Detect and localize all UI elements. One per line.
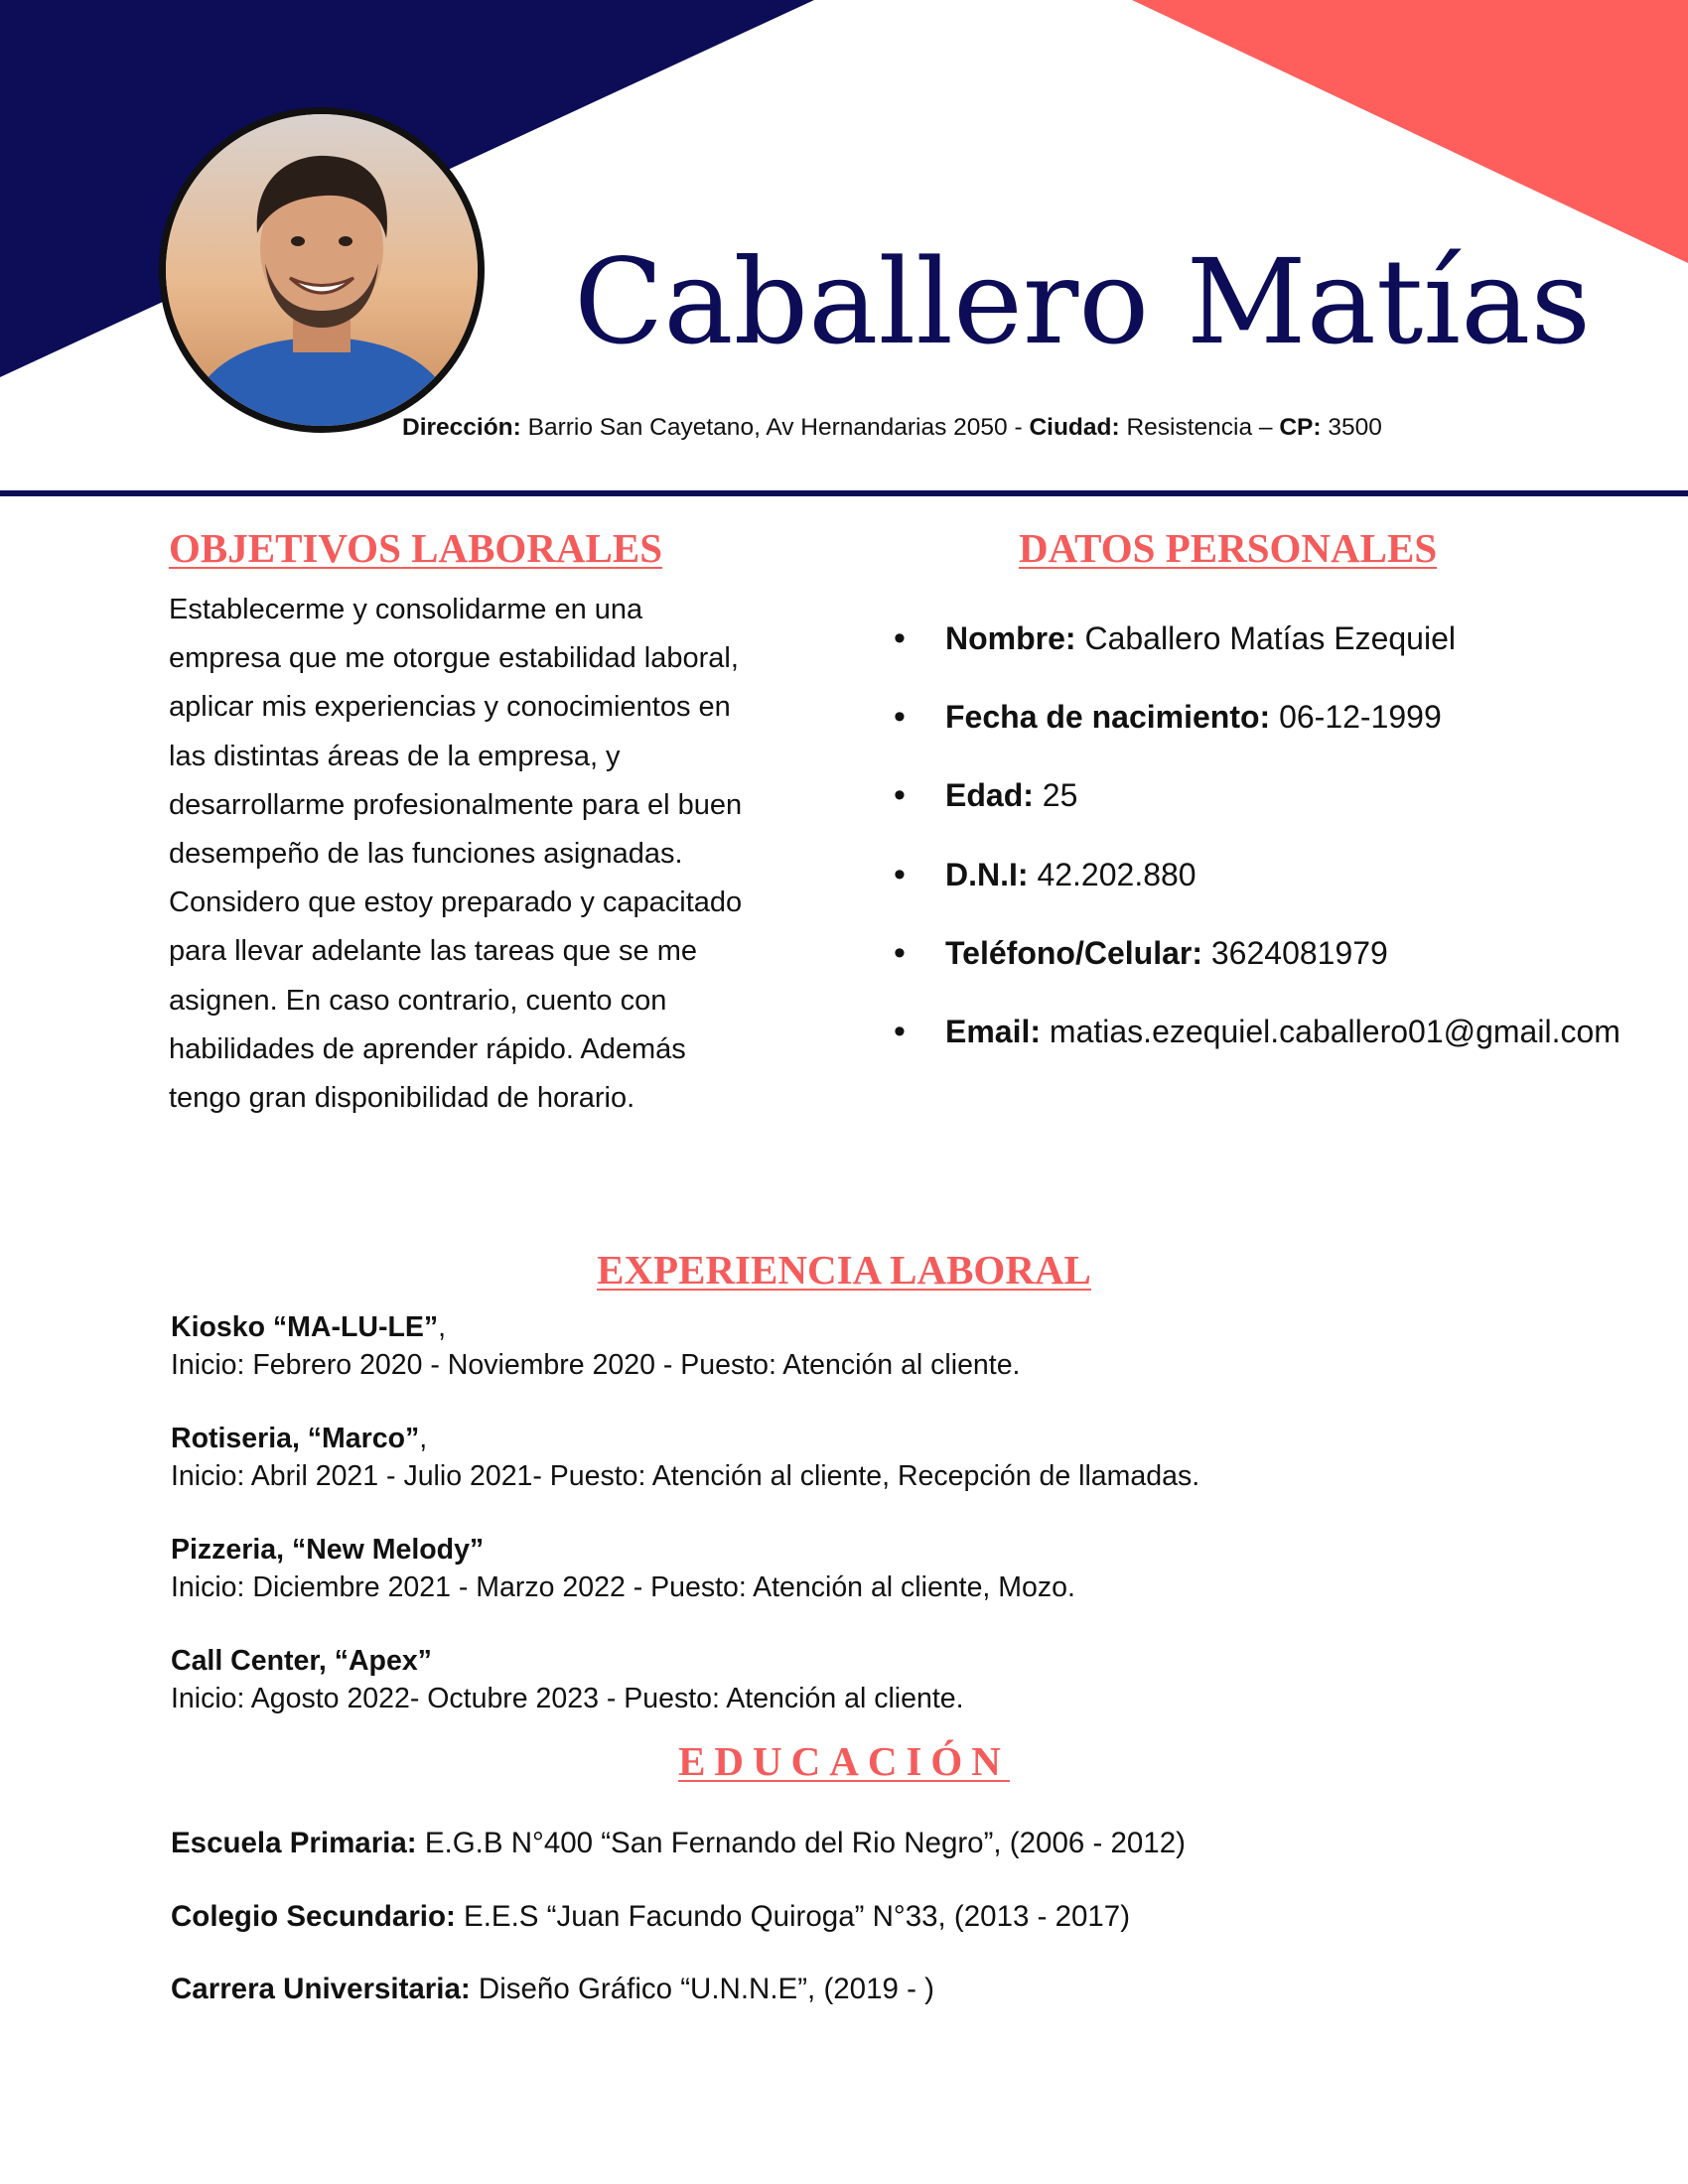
experience-title-word-2: LABORAL <box>890 1247 1091 1293</box>
personal-title-word-1: DATOS <box>1019 525 1156 571</box>
education-label: Carrera Universitaria: <box>171 1973 471 2005</box>
address-value: Barrio San Cayetano, Av Hernandarias 2050 - <box>527 414 1023 441</box>
item-value: Caballero Matías Ezequiel <box>1084 620 1456 656</box>
education-value: Diseño Gráfico “U.N.N.E”, (2019 - ) <box>478 1973 934 2005</box>
job-entry <box>171 1420 1611 1495</box>
education-item <box>171 1970 1611 2043</box>
personal-item-age <box>894 771 1678 850</box>
item-label: Teléfono/Celular: <box>945 934 1202 971</box>
experience-list <box>171 1308 1611 1753</box>
personal-data-list <box>894 614 1678 1086</box>
job-entry <box>171 1642 1611 1717</box>
job-detail: Inicio: Abril 2021 - Julio 2021- Puesto: Atención al cliente, Recepción de llamadas. <box>171 1460 1200 1492</box>
candidate-name: Caballero Matías <box>574 233 1592 370</box>
item-value: 3624081979 <box>1210 934 1388 971</box>
personal-title-word-2: PERSONALES <box>1165 525 1438 571</box>
city-label: Ciudad: <box>1029 414 1120 441</box>
cp-label: CP: <box>1279 414 1322 441</box>
item-label: D.N.I: <box>945 856 1029 892</box>
item-label: Nombre: <box>945 620 1076 656</box>
education-item <box>171 1897 1611 1971</box>
personal-item-dni <box>894 851 1678 929</box>
job-entry <box>171 1308 1611 1384</box>
item-value: matias.ezequiel.caballero01@gmail.com <box>1049 1013 1620 1049</box>
education-label: Escuela Primaria: <box>171 1827 417 1859</box>
personal-item-phone <box>894 929 1678 1008</box>
objectives-title <box>169 524 662 572</box>
job-name-suffix: , <box>419 1423 428 1454</box>
education-title: EDUCACIÓN <box>678 1738 1010 1784</box>
experience-title-word-1: EXPERIENCIA <box>597 1247 880 1293</box>
cp-value: 3500 <box>1328 414 1382 441</box>
experience-title <box>0 1246 1688 1294</box>
personal-item-email <box>894 1008 1678 1086</box>
header-divider <box>0 490 1688 496</box>
item-label: Edad: <box>945 777 1034 814</box>
item-value: 42.202.880 <box>1037 856 1196 892</box>
objectives-title-word-1: OBJETIVOS <box>169 525 401 571</box>
education-item <box>171 1824 1611 1897</box>
profile-photo <box>159 107 485 433</box>
city-value: Resistencia – <box>1126 414 1273 441</box>
job-name-suffix: , <box>438 1311 447 1343</box>
coral-triangle <box>1132 0 1688 263</box>
personal-item-birthdate <box>894 693 1678 771</box>
education-label: Colegio Secundario: <box>171 1899 456 1933</box>
job-name: Call Center, “Apex” <box>171 1645 432 1677</box>
job-name: Rotiseria, “Marco” <box>171 1423 420 1454</box>
address-label: Dirección: <box>402 414 521 441</box>
job-name: Pizzeria, “New Melody” <box>171 1534 485 1566</box>
portrait-illustration <box>166 114 478 426</box>
education-value: E.E.S “Juan Facundo Quiroga” N°33, (2013 - 2017) <box>464 1899 1131 1933</box>
item-value: 06-12-1999 <box>1279 699 1442 736</box>
education-list <box>171 1824 1611 2043</box>
contact-address-line <box>402 414 1382 442</box>
objectives-title-word-2: LABORALES <box>411 525 663 571</box>
job-name: Kiosko “MA-LU-LE” <box>171 1311 439 1343</box>
item-label: Fecha de nacimiento: <box>945 699 1271 736</box>
personal-item-name <box>894 614 1678 693</box>
objectives-text: Establecerme y consolidarme en una empresa que me otorgue estabilidad laboral, aplicar mis experiencias y conocimientos en las distintas áreas de la empresa, y desarrollarme profesionalmente para el buen desempeño de las funciones asignadas. Considero que estoy preparado y capacitado para llevar adelante las tareas que se me asignen. En caso contrario, cuento con habilidades de aprender rápido. Además tengo gran disponibilidad de horario. <box>169 594 743 1115</box>
personal-data-title <box>1019 524 1437 572</box>
job-detail: Inicio: Febrero 2020 - Noviembre 2020 - Puesto: Atención al cliente. <box>171 1349 1021 1381</box>
item-value: 25 <box>1042 777 1078 814</box>
item-label: Email: <box>945 1013 1042 1049</box>
job-detail: Inicio: Agosto 2022- Octubre 2023 - Puesto: Atención al cliente. <box>171 1683 964 1714</box>
education-value: E.G.B N°400 “San Fernando del Rio Negro”, (2006 - 2012) <box>424 1827 1186 1859</box>
job-detail: Inicio: Diciembre 2021 - Marzo 2022 - Puesto: Atención al cliente, Mozo. <box>171 1571 1075 1603</box>
job-entry <box>171 1531 1611 1606</box>
